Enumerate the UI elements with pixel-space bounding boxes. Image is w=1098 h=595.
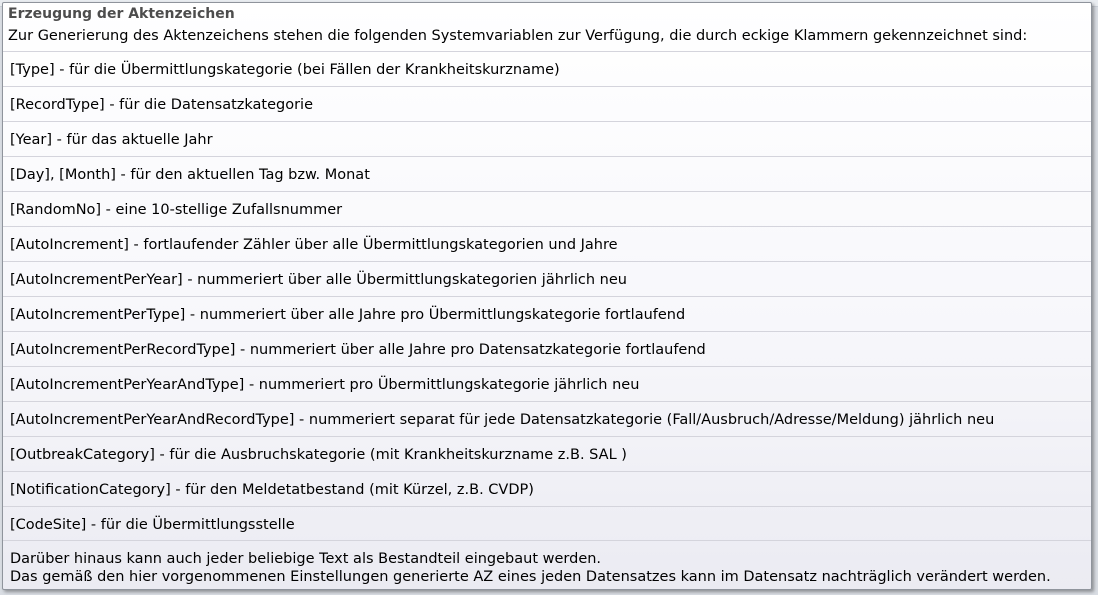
variable-auto-increment-per-year: [AutoIncrementPerYear] - nummeriert über alle Übermittlungskategorien jährlich neu (3, 261, 1091, 296)
variable-auto-increment-per-record-type: [AutoIncrementPerRecordType] - nummeriert über alle Jahre pro Datensatzkategorie fortlaufend (3, 331, 1091, 366)
variable-auto-increment-per-year-and-record-type: [AutoIncrementPerYearAndRecordType] - nummeriert separat für jede Datensatzkategorie (Fall/Ausbruch/Adresse/Meldung) jährlich neu (3, 401, 1091, 436)
variable-random-no: [RandomNo] - eine 10-stellige Zufallsnummer (3, 191, 1091, 226)
variable-record-type: [RecordType] - für die Datensatzkategorie (3, 86, 1091, 121)
variable-auto-increment-per-type: [AutoIncrementPerType] - nummeriert über alle Jahre pro Übermittlungskategorie fortlaufend (3, 296, 1091, 331)
system-variable-list (3, 51, 1091, 541)
variable-type: [Type] - für die Übermittlungskategorie (bei Fällen der Krankheitskurzname) (3, 51, 1091, 86)
variable-auto-increment-per-year-and-type: [AutoIncrementPerYearAndType] - nummeriert pro Übermittlungskategorie jährlich neu (3, 366, 1091, 401)
footer-line-1: Darüber hinaus kann auch jeder beliebige Text als Bestandteil eingebaut werden. (10, 551, 602, 567)
tooltip-footer (10, 550, 1051, 586)
help-tooltip (2, 2, 1092, 590)
footer-line-2: Das gemäß den hier vorgenommenen Einstellungen generierte AZ eines jeden Datensatzes kann im Datensatz nachträglich verändert werden. (10, 569, 1051, 585)
variable-outbreak-category: [OutbreakCategory] - für die Ausbruchskategorie (mit Krankheitskurzname z.B. SAL ) (3, 436, 1091, 471)
variable-code-site: [CodeSite] - für die Übermittlungsstelle (3, 506, 1091, 541)
variable-notification-category: [NotificationCategory] - für den Meldetatbestand (mit Kürzel, z.B. CVDP) (3, 471, 1091, 506)
variable-day-month: [Day], [Month] - für den aktuellen Tag bzw. Monat (3, 156, 1091, 191)
variable-auto-increment: [AutoIncrement] - fortlaufender Zähler über alle Übermittlungskategorien und Jahre (3, 226, 1091, 261)
variable-year: [Year] - für das aktuelle Jahr (3, 121, 1091, 156)
tooltip-title: Erzeugung der Aktenzeichen (8, 6, 235, 22)
tooltip-intro: Zur Generierung des Aktenzeichens stehen die folgenden Systemvariablen zur Verfügung, die durch eckige Klammern gekennzeichnet sind: (8, 28, 1028, 44)
